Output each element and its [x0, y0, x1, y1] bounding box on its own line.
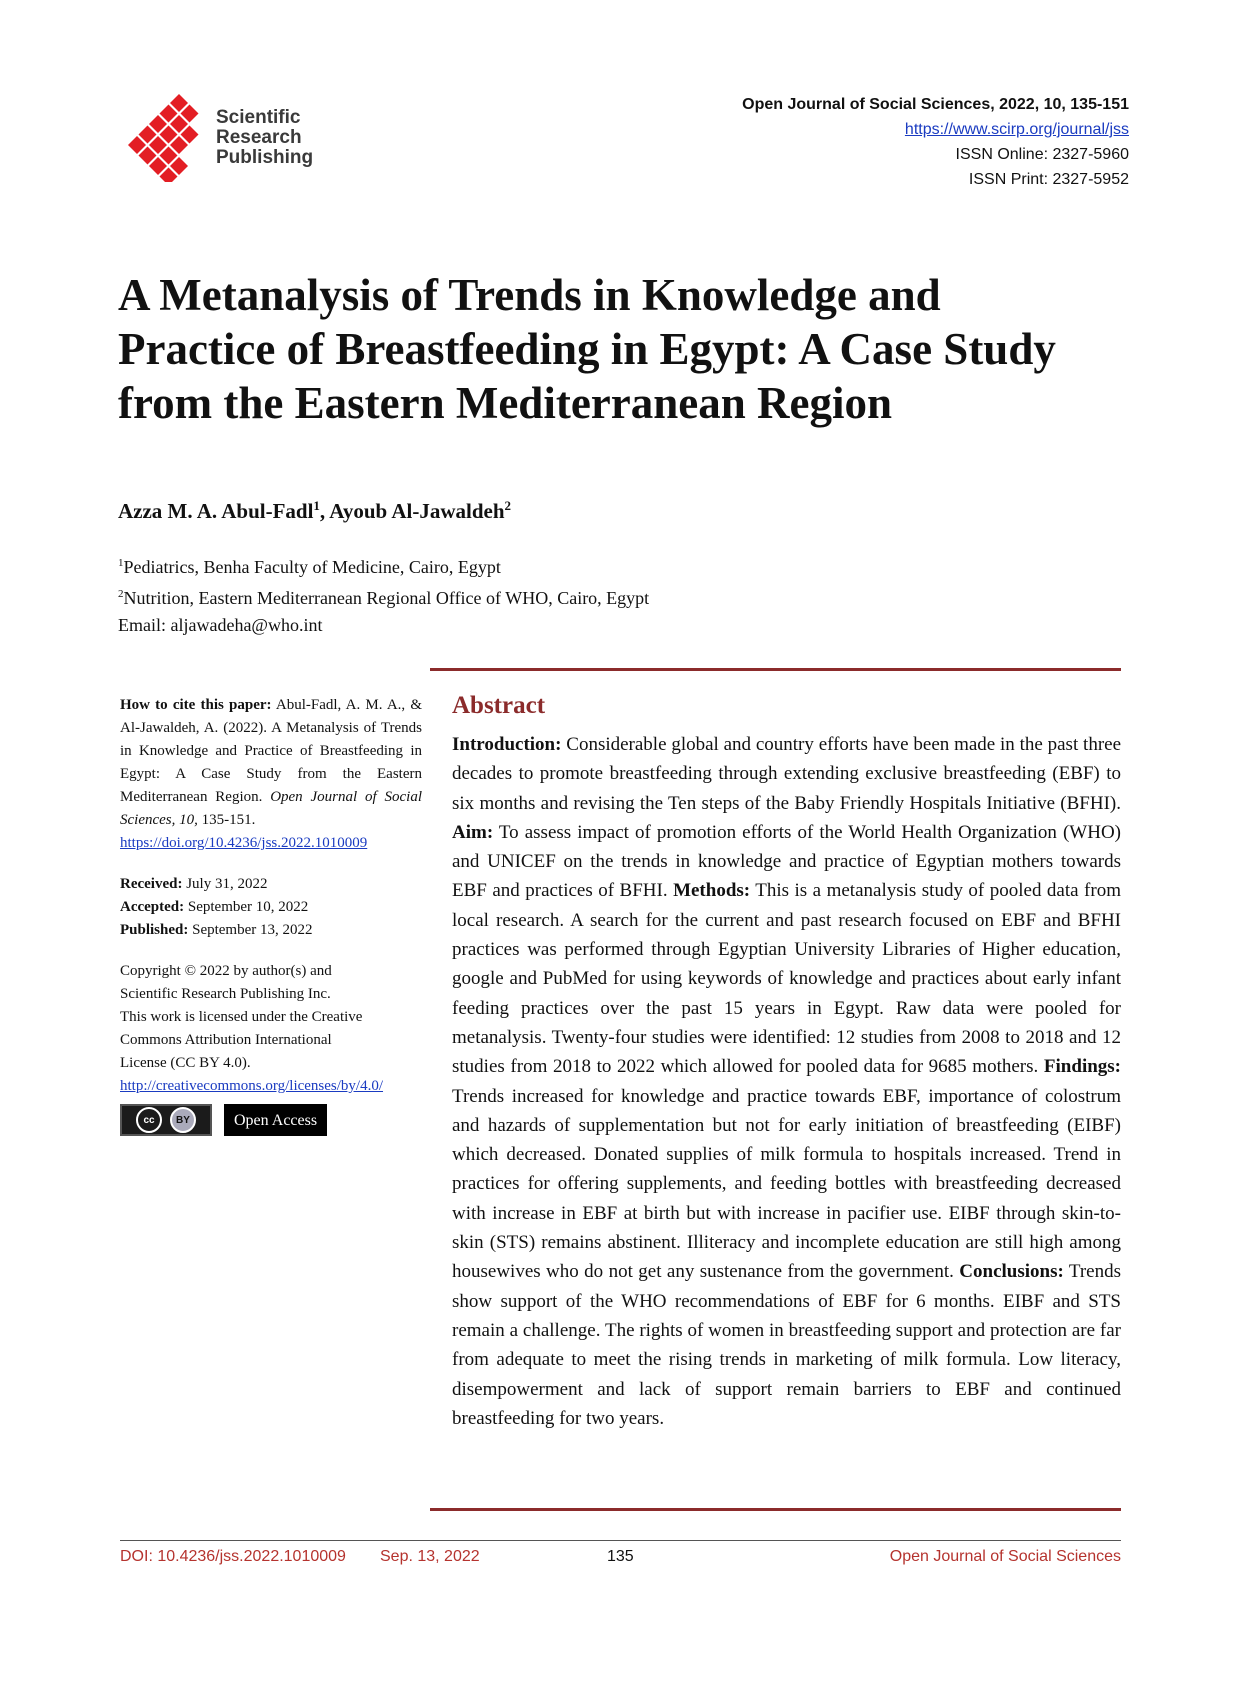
- contact-email: Email: aljawadeha@who.int: [118, 615, 323, 635]
- received-label: Received:: [120, 876, 183, 892]
- page-number: 135: [607, 1548, 634, 1565]
- author-name: Ayoub Al-Jawaldeh: [329, 499, 505, 523]
- footer-doi: DOI: 10.4236/jss.2022.1010009: [120, 1548, 346, 1565]
- cite-pages: 135-151.: [201, 812, 256, 828]
- doi-link[interactable]: https://doi.org/10.4236/jss.2022.1010009: [120, 835, 368, 851]
- conclusions-label: Conclusions:: [959, 1261, 1064, 1283]
- cite-journal: Open Journal of Social Sciences, 10,: [120, 789, 422, 828]
- footer-rule: [120, 1540, 1121, 1541]
- author-affil-sup: 1: [313, 498, 320, 513]
- open-access-badge: Open Access: [224, 1104, 327, 1136]
- received-date: July 31, 2022: [186, 876, 268, 892]
- license-badges: [120, 1104, 422, 1136]
- scirp-diamond-logo: [120, 92, 212, 182]
- paper-title: [118, 268, 1138, 430]
- cite-text: Abul-Fadl, A. M. A., & Al-Jawaldeh, A. (2022). A Metanalysis of Trends in Knowledge and Practice of Breastfeeding in Egypt: A Case Study from the Eastern Mediterranean Region.: [120, 697, 422, 805]
- author-affil-sup: 2: [504, 498, 511, 513]
- intro-text: Considerable global and country efforts have been made in the past three decades to promote breastfeeding through extending exclusive breastfeeding (EBF) to six months and revising the Ten steps of the Baby Friendly Hospitals Initiative (BFHI).: [452, 734, 1122, 814]
- aim-label: Aim:: [452, 821, 494, 843]
- license-link[interactable]: http://creativecommons.org/licenses/by/4.0/: [120, 1078, 384, 1094]
- publisher-name-line: Scientific: [216, 107, 301, 128]
- affiliations: [118, 550, 649, 639]
- how-to-cite: [120, 694, 422, 855]
- title-line: A Metanalysis of Trends in Knowledge and: [118, 270, 941, 320]
- methods-text: This is a metanalysis study of pooled data from local research. A search for the current and past research focused on EBF and BFHI practices was performed through Egyptian University Libraries of Higher education, google and PubMed for using keywords of knowledge and practices about early infant feeding practices over the past 15 years in Egypt. Raw data were pooled for metanalysis. Twenty-four studies were identified: 12 studies from 2008 to 2018 and 12 studies from 2018 to 2022 which allowed for pooled data for 9685 mothers.: [452, 880, 1121, 1078]
- publisher-name-line: Publishing: [216, 147, 314, 168]
- cc-by-badge[interactable]: [120, 1104, 212, 1136]
- affiliation-2: $^2$Nutrition, Eastern Mediterranean Regional Office of WHO, Cairo, Egypt: [118, 588, 650, 608]
- title-line: from the Eastern Mediterranean Region: [118, 378, 893, 428]
- findings-text: Trends increased for knowledge and practice towards EBF, importance of colostrum and hazards of supplementation but not for early initiation of breastfeeding (EIBF) which decreased. Donated supplies of milk formula to hospitals increased. Trend in practices for offering supplements, and feeding bottles with breastfeeding decreased with increase in EBF at birth but with increase in pacifier use. EIBF through skin-to-skin (STS) remains abstinent. Illiteracy and incomplete education are still high among housewives who do not get any sustenance from the government.: [452, 1085, 1121, 1283]
- methods-label: Methods:: [673, 880, 751, 902]
- journal-citation: Open Journal of Social Sciences, 2022, 10, 135-151: [742, 96, 1129, 113]
- author-list: [118, 498, 511, 524]
- publisher-name-line: Research: [216, 127, 302, 148]
- journal-url-link[interactable]: https://www.scirp.org/journal/jss: [904, 121, 1129, 138]
- creative-commons-icon: cc: [136, 1107, 162, 1133]
- abstract-heading: Abstract: [452, 692, 546, 719]
- footer-journal: Open Journal of Social Sciences: [889, 1548, 1121, 1565]
- author-separator: ,: [319, 499, 330, 523]
- publisher-name: [216, 108, 313, 168]
- copyright-notice: Copyright © 2022 by author(s) and Scientific Research Publishing Inc. This work is licensed under the Creative Commons Attribution International License (CC BY 4.0). http://creativecommons.org/licenses/by/4.0/: [120, 960, 422, 1098]
- abstract-top-rule: [430, 668, 1121, 671]
- cite-label: How to cite this paper:: [120, 697, 272, 713]
- published-date: September 13, 2022: [192, 922, 313, 938]
- abstract-bottom-rule: [430, 1508, 1121, 1511]
- published-label: Published:: [120, 922, 189, 938]
- intro-label: Introduction:: [452, 734, 562, 755]
- publication-dates: [120, 873, 422, 942]
- affiliation-1: $^1$Pediatrics, Benha Faculty of Medicine, Cairo, Egypt: [118, 557, 501, 577]
- conclusions-text: Trends show support of the WHO recommendations of EBF for 6 months. EIBF and STS remain a challenge. The rights of women in breastfeeding support and protection are far from adequate to meet the rising trends in marketing of milk formula. Low literacy, disempowerment and lack of support remain barriers to EBF and continued breastfeeding for two years.: [452, 1261, 1121, 1429]
- journal-info: [742, 92, 1129, 192]
- issn-online: ISSN Online: 2327-5960: [955, 146, 1129, 163]
- footer-date: Sep. 13, 2022: [380, 1548, 480, 1565]
- abstract-body: [452, 730, 1121, 1433]
- accepted-label: Accepted:: [120, 899, 185, 915]
- issn-print: ISSN Print: 2327-5952: [968, 171, 1129, 188]
- article-sidebar: [120, 694, 422, 1136]
- author-name: Azza M. A. Abul-Fadl: [118, 499, 314, 523]
- accepted-date: September 10, 2022: [187, 899, 309, 915]
- title-line: Practice of Breastfeeding in Egypt: A Case Study: [118, 324, 1056, 374]
- attribution-icon: BY: [170, 1107, 196, 1133]
- publisher-logo: [120, 92, 320, 182]
- aim-text: To assess impact of promotion efforts of the World Health Organization (WHO) and UNICEF on the trends in knowledge and practice of Egyptian mothers towards EBF and practices of BFHI.: [452, 821, 1121, 902]
- findings-label: Findings:: [1043, 1056, 1122, 1078]
